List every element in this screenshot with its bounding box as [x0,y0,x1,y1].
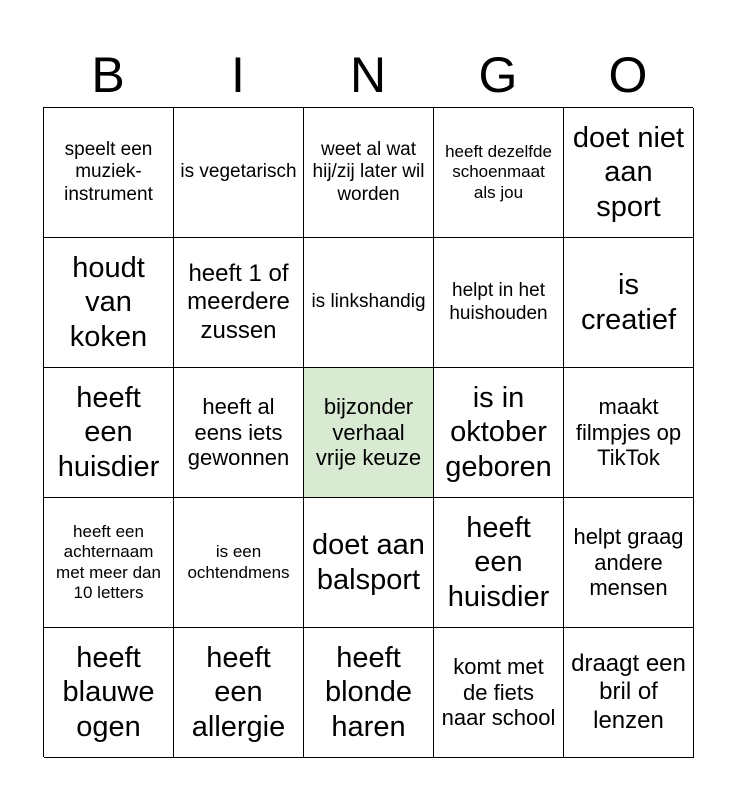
bingo-cell[interactable] [434,108,564,238]
bingo-cell-text: bijzonder verhaal vrije keuze [315,393,422,471]
bingo-free-cell[interactable] [304,368,434,498]
bingo-cell-text: heeft een huisdier [57,382,160,483]
bingo-cell[interactable] [564,368,694,498]
bingo-cell[interactable] [174,368,304,498]
bingo-cell-text: houdt van koken [69,252,148,353]
bingo-cell-text: is in oktober geboren [445,382,552,483]
header-letter-i: I [231,47,245,103]
header-letter-n: N [349,47,387,103]
bingo-cell-text: doet niet aan sport [572,122,685,223]
bingo-cell-text: is vegetarisch [180,161,297,183]
bingo-cell-text: is een ochtendmens [187,542,290,582]
bingo-cell[interactable] [174,498,304,628]
bingo-cell-text: heeft een allergie [191,642,286,743]
bingo-cell[interactable] [434,628,564,758]
bingo-cell-text: heeft blauwe ogen [62,642,155,743]
bingo-cell-text: maakt filmpjes op TikTok [575,393,682,471]
bingo-cell[interactable] [44,368,174,498]
bingo-cell-text: helpt graag andere mensen [573,523,684,601]
bingo-cell[interactable] [564,108,694,238]
bingo-cell-text: speelt een muziek-instrument [64,138,153,205]
bingo-cell[interactable] [44,108,174,238]
bingo-cell[interactable] [564,498,694,628]
bingo-cell[interactable] [304,498,434,628]
bingo-cell-text: heeft dezelfde schoenmaat als jou [445,142,552,202]
bingo-cell-text: draagt een bril of lenzen [571,650,686,734]
bingo-cell-text: helpt in het huishouden [449,280,548,324]
bingo-cell[interactable] [304,238,434,368]
bingo-cell[interactable] [564,628,694,758]
header-letter-g: G [478,47,518,103]
bingo-cell-text: heeft al eens iets gewonnen [187,393,290,471]
bingo-cell-text: heeft blonde haren [324,642,413,743]
bingo-cell[interactable] [304,108,434,238]
bingo-cell[interactable] [564,238,694,368]
bingo-cell[interactable] [434,238,564,368]
bingo-cell[interactable] [174,238,304,368]
bingo-cell-text: heeft een huisdier [447,512,550,613]
header-letter-o: O [608,47,648,103]
bingo-cell[interactable] [434,368,564,498]
bingo-cell-text: heeft 1 of meerdere zussen [187,260,290,344]
bingo-grid [43,107,693,757]
bingo-cell-text: is creatief [580,269,677,336]
bingo-cell[interactable] [174,628,304,758]
bingo-cell[interactable] [44,628,174,758]
bingo-header [43,40,693,110]
bingo-cell[interactable] [44,498,174,628]
bingo-cell-text: is linkshandig [311,291,426,313]
bingo-cell-text: doet aan balsport [312,529,425,596]
bingo-cell[interactable] [304,628,434,758]
bingo-cell-text: komt met de fiets naar school [441,653,556,731]
bingo-cell-text: weet al wat hij/zij later wil worden [312,138,425,205]
bingo-cell[interactable] [434,498,564,628]
bingo-cell-text: heeft een achternaam met meer dan 10 letters [56,522,161,602]
bingo-cell[interactable] [174,108,304,238]
header-letter-b: B [91,47,125,103]
bingo-cell[interactable] [44,238,174,368]
